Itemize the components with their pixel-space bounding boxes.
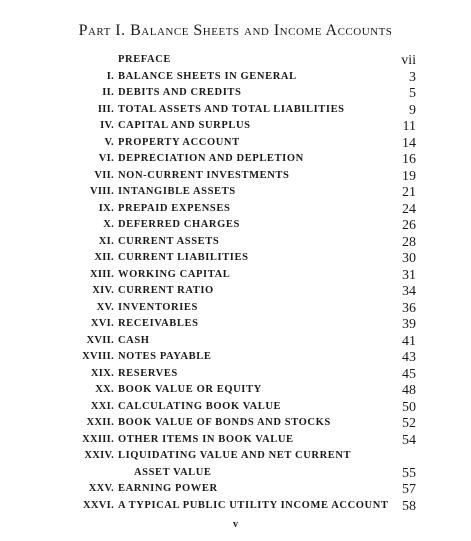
chapter-title-text: CURRENT ASSETS: [118, 235, 220, 247]
chapter-title-text: WORKING CAPITAL: [118, 268, 231, 280]
toc-entry: [0, 85, 471, 102]
chapter-title-text: CASH: [118, 334, 150, 346]
toc-entry: [0, 267, 471, 284]
chapter-title-text: RECEIVABLES: [118, 318, 199, 329]
chapter-title: [118, 316, 368, 333]
chapter-numeral: I.: [106, 70, 114, 82]
toc-entry: [0, 481, 471, 498]
chapter-numeral: III.: [97, 103, 114, 115]
chapter-numeral: IX.: [98, 202, 114, 214]
chapter-title-text: DEFERRED CHARGES: [118, 219, 240, 230]
page-number: 30: [402, 251, 416, 266]
chapter-title-text: RESERVES: [118, 367, 178, 379]
chapter-numeral: XX.: [95, 384, 114, 395]
chapter-title: [118, 118, 368, 135]
chapter-title-text: PREPAID EXPENSES: [118, 202, 231, 214]
chapter-numeral: XIV.: [92, 285, 114, 296]
chapter-numeral: XV.: [96, 301, 114, 313]
chapter-title-text: DEBITS AND CREDITS: [118, 87, 242, 98]
chapter-title: [118, 333, 368, 350]
page-number: 28: [402, 234, 416, 250]
chapter-numeral: XXIV.: [84, 450, 114, 461]
chapter-numeral: X.: [103, 219, 114, 230]
page-number: 58: [402, 498, 416, 514]
page-number: 55: [402, 465, 416, 481]
page-number: 24: [402, 201, 416, 217]
toc-entry: [0, 250, 471, 267]
chapter-title: [118, 366, 368, 383]
toc-entry: [0, 217, 471, 234]
toc-entry: [0, 201, 471, 218]
chapter-title: [118, 382, 368, 399]
chapter-title-text: INVENTORIES: [118, 301, 198, 313]
toc-entry: [0, 168, 471, 185]
page-number: 11: [402, 119, 416, 134]
toc-entry: [0, 382, 471, 399]
toc-entry: [0, 184, 471, 201]
toc-entry: [0, 135, 471, 152]
chapter-title: [118, 415, 368, 432]
chapter-title: [118, 481, 368, 498]
toc-entry: [0, 151, 471, 168]
chapter-title: [118, 184, 368, 201]
chapter-title: [118, 69, 368, 86]
chapter-title: [118, 168, 368, 185]
page-number: 39: [402, 317, 416, 332]
page-number: 52: [402, 416, 416, 431]
chapter-title-text: BALANCE SHEETS IN GENERAL: [118, 70, 297, 82]
page-number: 16: [402, 152, 416, 167]
part-title: Part I. Balance Sheets and Income Accounts: [78, 22, 393, 39]
chapter-title-text: CURRENT LIABILITIES: [118, 252, 249, 263]
chapter-title-text: NON-CURRENT INVESTMENTS: [118, 169, 290, 181]
chapter-title: [118, 399, 368, 416]
page-number: 43: [402, 350, 416, 365]
page-number: 21: [402, 185, 416, 200]
toc-entry: [0, 432, 471, 449]
chapter-numeral: V.: [104, 136, 114, 148]
chapter-title: [118, 498, 389, 515]
chapter-title: [118, 267, 368, 284]
page-number: 48: [402, 383, 416, 398]
toc-entry: [0, 415, 471, 432]
toc-entry: [0, 349, 471, 366]
chapter-title: [118, 300, 368, 317]
table-of-contents: [0, 52, 471, 514]
chapter-numeral: XI.: [98, 235, 114, 247]
toc-entry: [0, 300, 471, 317]
toc-entry: [0, 498, 471, 515]
page-number: 45: [402, 366, 416, 382]
toc-entry: [0, 333, 471, 350]
chapter-title-text: A TYPICAL PUBLIC UTILITY INCOME ACCOUNT: [118, 499, 389, 511]
chapter-title-text: CURRENT RATIO: [118, 285, 214, 296]
chapter-title-text: NOTES PAYABLE: [118, 351, 212, 362]
chapter-title: [118, 102, 368, 119]
chapter-numeral: XXV.: [88, 483, 114, 494]
chapter-numeral: XXII.: [86, 417, 114, 428]
chapter-numeral: XVI.: [90, 318, 114, 329]
chapter-numeral: XXI.: [90, 400, 114, 412]
page-number: 36: [402, 300, 416, 316]
toc-entry: [0, 316, 471, 333]
chapter-title-text: CALCULATING BOOK VALUE: [118, 400, 282, 412]
toc-entry: [0, 102, 471, 119]
chapter-title: [118, 283, 368, 300]
page-number: 3: [409, 69, 416, 85]
chapter-title-text: PREFACE: [118, 54, 172, 65]
chapter-title: [118, 234, 368, 251]
page-number: 34: [402, 284, 416, 299]
chapter-title: [118, 52, 368, 69]
chapter-title-text: EARNING POWER: [118, 483, 218, 494]
chapter-numeral: XXIII.: [82, 433, 114, 445]
chapter-numeral: XII.: [94, 252, 114, 263]
toc-entry: [0, 399, 471, 416]
toc-entry: [0, 52, 471, 69]
chapter-title-text: LIQUIDATING VALUE AND NET CURRENT: [118, 450, 352, 461]
chapter-numeral: VIII.: [90, 186, 114, 197]
chapter-title-text: TOTAL ASSETS AND TOTAL LIABILITIES: [118, 103, 345, 115]
chapter-numeral: XXVI.: [83, 499, 114, 511]
chapter-title: [118, 448, 368, 481]
chapter-title: [118, 432, 368, 449]
page-number: 14: [402, 135, 416, 151]
chapter-numeral: XVII.: [86, 334, 114, 346]
chapter-title: [118, 349, 368, 366]
chapter-title: [118, 151, 368, 168]
toc-entry: [0, 118, 471, 135]
page-number: 41: [402, 333, 416, 349]
chapter-title: [118, 250, 368, 267]
toc-entry: [0, 448, 471, 481]
chapter-numeral: XIII.: [90, 268, 114, 280]
chapter-title-continuation: ASSET VALUE: [134, 466, 212, 478]
chapter-title-text: INTANGIBLE ASSETS: [118, 186, 236, 197]
page-number: 5: [409, 86, 416, 101]
toc-entry: [0, 234, 471, 251]
page-number: 31: [402, 267, 416, 283]
chapter-title-text: OTHER ITEMS IN BOOK VALUE: [118, 433, 294, 445]
chapter-numeral: VI.: [98, 153, 114, 164]
toc-entry: [0, 283, 471, 300]
chapter-title-text: BOOK VALUE OF BONDS AND STOCKS: [118, 417, 331, 428]
chapter-title-text: PROPERTY ACCOUNT: [118, 136, 240, 148]
chapter-title-text: CAPITAL AND SURPLUS: [118, 120, 251, 131]
chapter-numeral: II.: [102, 87, 114, 98]
chapter-title-text: BOOK VALUE OR EQUITY: [118, 384, 262, 395]
chapter-numeral: IV.: [100, 120, 114, 131]
toc-entry: [0, 69, 471, 86]
page-number: 54: [402, 432, 416, 448]
chapter-title: [118, 85, 368, 102]
page-number: 57: [402, 482, 416, 497]
page-number: 9: [409, 102, 416, 118]
chapter-numeral: VII.: [94, 169, 114, 181]
chapter-numeral: XVIII.: [82, 351, 114, 362]
chapter-numeral: XIX.: [90, 367, 114, 379]
page-number: 50: [402, 399, 416, 415]
page-number: vii: [401, 53, 416, 68]
page-number: 19: [402, 168, 416, 184]
toc-entry: [0, 366, 471, 383]
page-number: 26: [402, 218, 416, 233]
chapter-title: [118, 217, 368, 234]
chapter-title-text: DEPRECIATION AND DEPLETION: [118, 153, 304, 164]
chapter-title: [118, 135, 368, 152]
page-folio: v: [233, 519, 238, 530]
chapter-title: [118, 201, 368, 218]
